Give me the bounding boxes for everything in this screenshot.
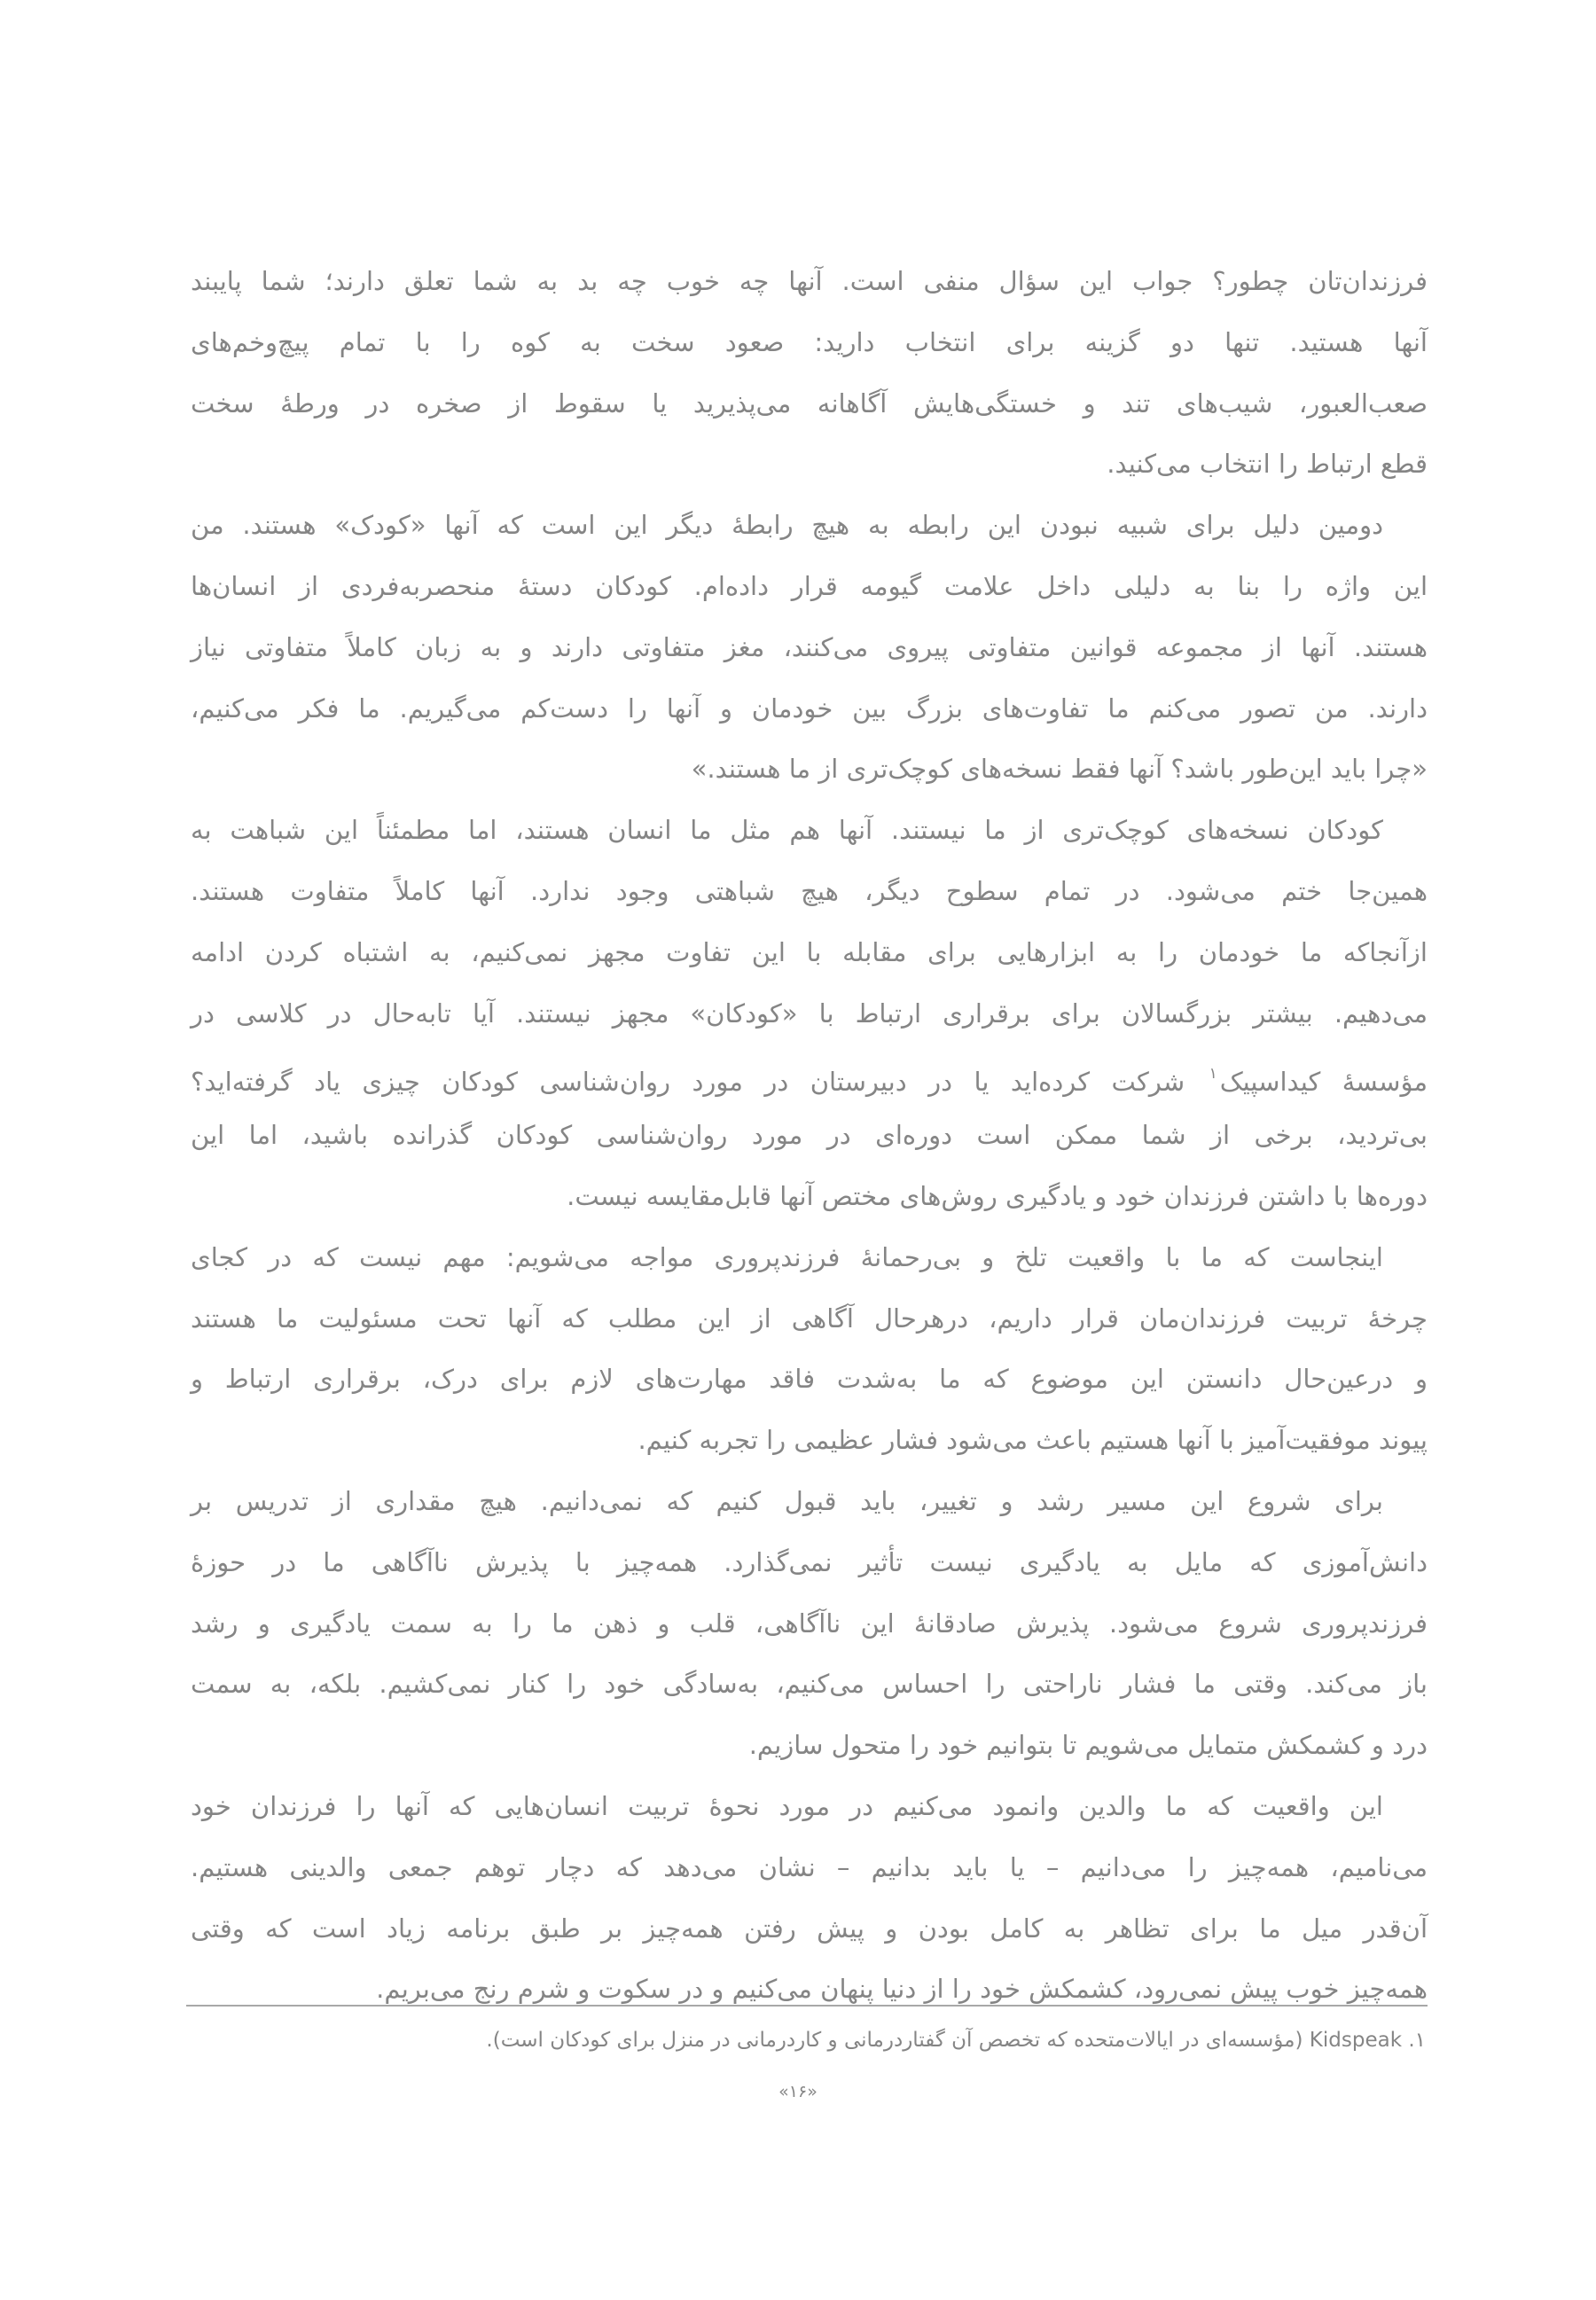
text-line: دارند. من تصور می‌کنم ما تفاوت‌های بزرگ بین خودمان و آنها را دست‌کم می‌گیریم. ما فکر می‌کنیم، [191,692,1428,724]
paragraph [191,800,1428,1227]
text-line: کودکان نسخه‌های کوچک‌تری از ما نیستند. آنها هم مثل ما انسان هستند، اما مطمئناً این شباهت به [191,815,1383,846]
footnote: ۱. Kidspeak (مؤسسه‌ای در ایالات‌متحده که تخصص آن گفتاردرمانی و کاردرمانی در منزل برای کودکان است). [486,2029,1426,2052]
footnote-divider [186,2005,1428,2007]
footnote-marker[interactable]: ۱ [1209,1065,1217,1084]
text-line: قطع ارتباط را انتخاب می‌کنید. [1107,449,1428,480]
text-line: این واقعیت که ما والدین وانمود می‌کنیم در مورد نحوهٔ تربیت انسان‌هایی که آنها را فرزندان خود [191,1790,1383,1821]
paragraph [191,1776,1428,2020]
text-line: دومین دلیل برای شبیه نبودن این رابطه به هیچ رابطهٔ دیگر این است که آنها «کودک» هستند. من [191,510,1383,541]
text-line: همین‌جا ختم می‌شود. در تمام سطوح دیگر، هیچ شباهتی وجود ندارد. آنها کاملاً متفاوت هستند. [191,875,1428,906]
text-line: می‌دهیم. بیشتر بزرگسالان برای برقراری ارتباط با «کودکان» مجهز نیستند. آیا تابه‌حال در کلاسی در [191,997,1428,1029]
text-line: بی‌تردید، برخی از شما ممکن است دوره‌ای در مورد روان‌شناسی کودکان گذرانده باشید، اما این [191,1120,1428,1151]
text-line: همه‌چیز خوب پیش نمی‌رود، کشمکش خود را از دنیا پنهان می‌کنیم و در سکوت و شرم رنج می‌بریم. [376,1974,1428,2005]
text-line: «چرا باید این‌طور باشد؟ آنها فقط نسخه‌های کوچک‌تری از ما هستند.» [691,754,1428,785]
text-segment: مؤسسهٔ کیداسپیک [1219,1067,1428,1098]
text-line: باز می‌کند. وقتی ما فشار ناراحتی را احساس می‌کنیم، به‌سادگی خود را کنار نمی‌کشیم. بلکه، به سمت [191,1669,1428,1700]
text-line: هستند. آنها از مجموعه قوانین متفاوتی پیروی می‌کنند، مغز متفاوتی دارند و به زبان کاملاً متفاوتی نیاز [191,631,1428,662]
text-line: و درعین‌حال دانستن این موضوع که ما به‌شدت فاقد مهارت‌های لازم برای درک، برقراری ارتباط و [191,1364,1428,1395]
text-line: دوره‌ها با داشتن فرزندان خود و یادگیری روش‌های مختص آنها قابل‌مقایسه نیست. [567,1180,1428,1211]
text-line: صعب‌العبور، شیب‌های تند و خستگی‌هایش آگاهانه می‌پذیرید یا سقوط از صخره در ورطهٔ سخت [191,387,1428,419]
text-line: این واژه را بنا به دلیلی داخل علامت گیومه قرار داده‌ام. کودکان دستهٔ منحصربه‌فردی از انسان‌ها [191,570,1428,601]
text-line: می‌نامیم، همه‌چیز را می‌دانیم – یا باید بدانیم – نشان می‌دهد که دچار توهم جمعی والدینی هستیم. [191,1851,1428,1882]
paragraph [191,251,1428,495]
text-segment: شرکت کرده‌اید یا در دبیرستان در مورد روان‌شناسی کودکان چیزی یاد گرفته‌اید؟ [191,1067,1207,1098]
page-number: «۱۶» [778,2082,818,2101]
text-line: ازآنجاکه ما خودمان را به ابزارهایی برای مقابله با این تفاوت مجهز نمی‌کنیم، به اشتباه کردن ادامه [191,936,1428,967]
text-line: فرزندپروری شروع می‌شود. پذیرش صادقانهٔ این ناآگاهی، قلب و ذهن ما را به سمت یادگیری و رشد [191,1608,1428,1639]
text-line: فرزندان‌تان چطور؟ جواب این سؤال منفی است. آنها چه خوب چه بد به شما تعلق دارند؛ شما پایبند [191,266,1428,296]
paragraph [191,1227,1428,1471]
text-line: دانش‌آموزی که مایل به یادگیری نیست تأثیر نمی‌گذارد. همه‌چیز با پذیرش ناآگاهی ما در حوزهٔ [191,1546,1428,1577]
text-line [191,1044,1428,1105]
text-line: آنها هستید. تنها دو گزینه برای انتخاب دارید: صعود سخت به کوه را با تمام پیچ‌وخم‌های [191,326,1428,357]
paragraph [191,1471,1428,1776]
text-line: درد و کشمکش متمایل می‌شویم تا بتوانیم خود را متحول سازیم. [748,1730,1428,1761]
text-line: اینجاست که ما با واقعیت تلخ و بی‌رحمانهٔ فرزندپروری مواجه می‌شویم: مهم نیست که در کجای [191,1241,1383,1272]
text-line: چرخهٔ تربیت فرزندان‌مان قرار داریم، درهرحال آگاهی از این مطلب که آنها تحت مسئولیت ما هستند [191,1303,1428,1334]
text-line: برای شروع این مسیر رشد و تغییر، باید قبول کنیم که نمی‌دانیم. هیچ مقداری از تدریس بر [191,1485,1383,1516]
paragraph [191,495,1428,800]
text-line: آن‌قدر میل ما برای تظاهر به کامل بودن و پیش رفتن همه‌چیز بر طبق برنامه زیاد است که وقتی [191,1913,1428,1944]
text-line: پیوند موفقیت‌آمیز با آنها هستیم باعث می‌شود فشار عظیمی را تجربه کنیم. [638,1425,1428,1456]
body-text [191,251,1428,2020]
